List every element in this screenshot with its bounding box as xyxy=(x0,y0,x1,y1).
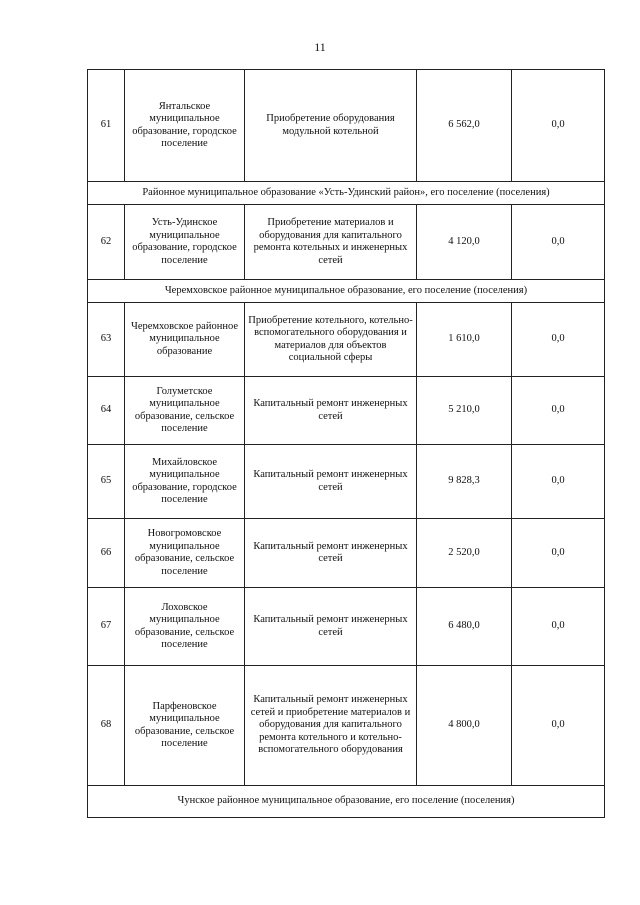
table-row xyxy=(88,205,605,280)
amount-value: 1 610,0 xyxy=(417,303,512,377)
row-number: 63 xyxy=(88,303,125,377)
amount-value: 4 120,0 xyxy=(417,205,512,280)
page-number: 11 xyxy=(314,40,326,54)
secondary-value: 0,0 xyxy=(512,303,605,377)
municipality-name: Михайловское муниципальное образование, городское поселение xyxy=(125,445,245,519)
row-number: 62 xyxy=(88,205,125,280)
section-heading: Чунское районное муниципальное образование, его поселение (поселения) xyxy=(88,786,605,818)
table-row xyxy=(88,70,605,182)
section-heading-row xyxy=(88,182,605,205)
secondary-value: 0,0 xyxy=(512,205,605,280)
row-number: 65 xyxy=(88,445,125,519)
measure-description: Приобретение оборудования модульной котельной xyxy=(245,70,417,182)
row-number: 66 xyxy=(88,519,125,588)
municipality-name: Парфеновское муниципальное образование, сельское поселение xyxy=(125,666,245,786)
secondary-value: 0,0 xyxy=(512,588,605,666)
amount-value: 4 800,0 xyxy=(417,666,512,786)
section-heading-row xyxy=(88,786,605,818)
table-row xyxy=(88,303,605,377)
amount-value: 6 562,0 xyxy=(417,70,512,182)
funding-table xyxy=(87,69,605,818)
measure-description: Приобретение котельного, котельно-вспомогательного оборудования и материалов для объектов социальной сферы xyxy=(245,303,417,377)
measure-description: Капитальный ремонт инженерных сетей xyxy=(245,377,417,445)
amount-value: 6 480,0 xyxy=(417,588,512,666)
table-row xyxy=(88,666,605,786)
table-row xyxy=(88,445,605,519)
municipality-name: Усть-Удинское муниципальное образование, городское поселение xyxy=(125,205,245,280)
section-heading: Черемховское районное муниципальное образование, его поселение (поселения) xyxy=(88,280,605,303)
secondary-value: 0,0 xyxy=(512,666,605,786)
secondary-value: 0,0 xyxy=(512,519,605,588)
table-row xyxy=(88,588,605,666)
measure-description: Капитальный ремонт инженерных сетей xyxy=(245,445,417,519)
measure-description: Капитальный ремонт инженерных сетей xyxy=(245,588,417,666)
measure-description: Капитальный ремонт инженерных сетей xyxy=(245,519,417,588)
municipality-name: Черемховское районное муниципальное образование xyxy=(125,303,245,377)
row-number: 61 xyxy=(88,70,125,182)
secondary-value: 0,0 xyxy=(512,377,605,445)
municipality-name: Лоховское муниципальное образование, сельское поселение xyxy=(125,588,245,666)
row-number: 68 xyxy=(88,666,125,786)
measure-description: Капитальный ремонт инженерных сетей и приобретение материалов и оборудования для капитального ремонта котельного и котельно-вспомогательного оборудования xyxy=(245,666,417,786)
municipality-name: Голуметское муниципальное образование, сельское поселение xyxy=(125,377,245,445)
secondary-value: 0,0 xyxy=(512,70,605,182)
secondary-value: 0,0 xyxy=(512,445,605,519)
table-row xyxy=(88,519,605,588)
amount-value: 2 520,0 xyxy=(417,519,512,588)
municipality-name: Янтальское муниципальное образование, городское поселение xyxy=(125,70,245,182)
amount-value: 5 210,0 xyxy=(417,377,512,445)
row-number: 67 xyxy=(88,588,125,666)
table-row xyxy=(88,377,605,445)
municipality-name: Новогромовское муниципальное образование, сельское поселение xyxy=(125,519,245,588)
measure-description: Приобретение материалов и оборудования для капитального ремонта котельных и инженерных сетей xyxy=(245,205,417,280)
section-heading: Районное муниципальное образование «Усть-Удинский район», его поселение (поселения) xyxy=(88,182,605,205)
amount-value: 9 828,3 xyxy=(417,445,512,519)
row-number: 64 xyxy=(88,377,125,445)
section-heading-row xyxy=(88,280,605,303)
